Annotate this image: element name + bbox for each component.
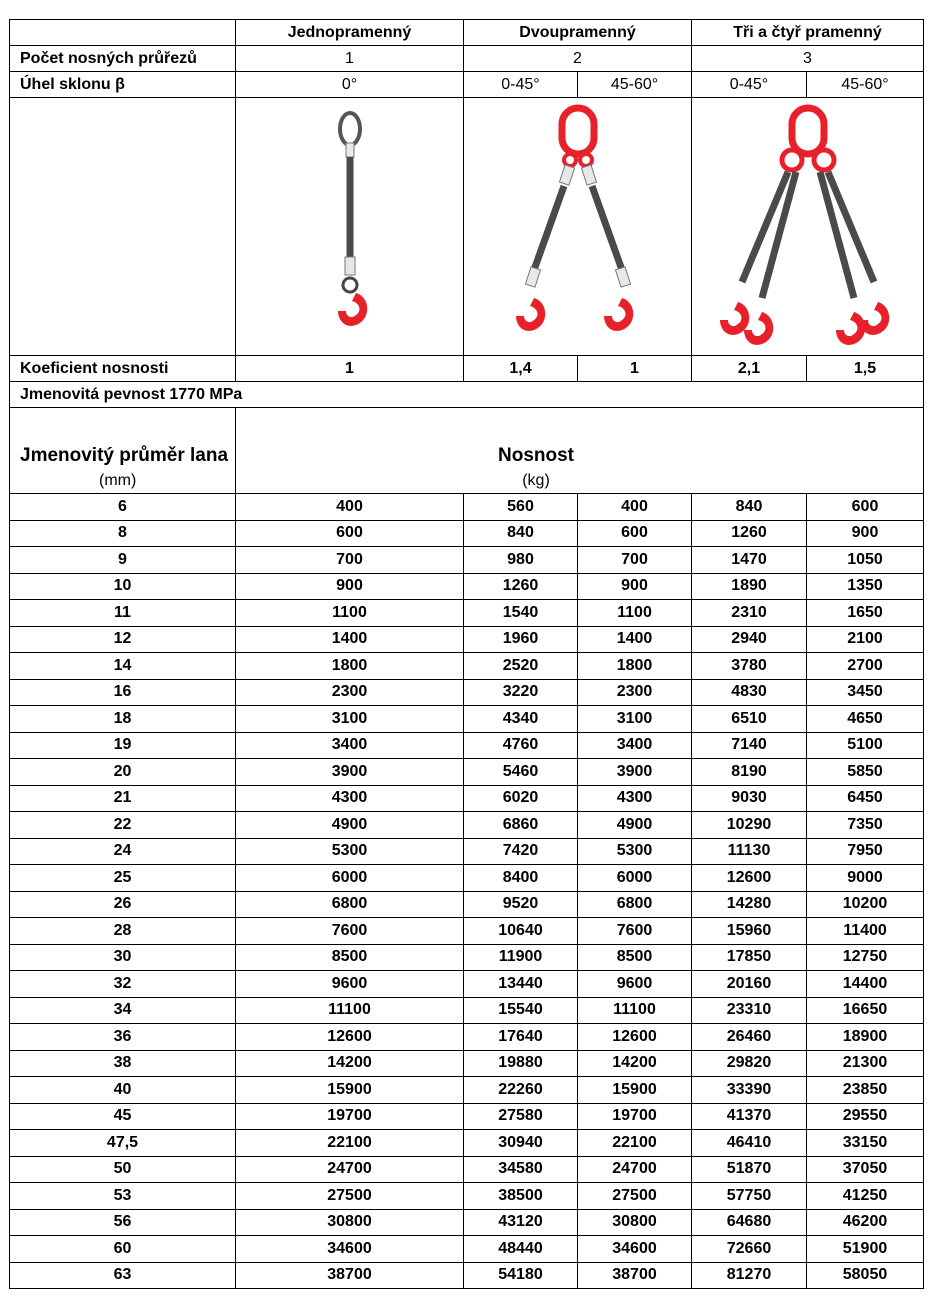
capacity-cell: 30940 [464,1130,578,1157]
capacity-cell: 37050 [807,1156,924,1183]
table-row [10,1050,924,1077]
capacity-cell: 48440 [464,1236,578,1263]
capacity-cell: 6800 [236,891,464,918]
diameter-cell: 34 [10,997,236,1024]
table-row [10,1236,924,1263]
capacity-cell: 22100 [236,1130,464,1157]
capacity-cell: 23850 [807,1077,924,1104]
capacity-cell: 17640 [464,1024,578,1051]
capacity-cell: 21300 [807,1050,924,1077]
diameter-cell: 30 [10,944,236,971]
capacity-cell: 7600 [578,918,692,945]
table-row [10,918,924,945]
capacity-cell: 5460 [464,759,578,786]
capacity-cell: 3100 [236,706,464,733]
capacity-cell: 4760 [464,732,578,759]
table-row [10,785,924,812]
capacity-cell: 14280 [692,891,807,918]
capacity-cell: 3900 [236,759,464,786]
koeficient-value: 1 [236,356,464,382]
capacity-cell: 19880 [464,1050,578,1077]
diameter-cell: 6 [10,494,236,521]
capacity-cell: 1650 [807,600,924,627]
capacity-cell: 1260 [464,573,578,600]
capacity-cell: 10640 [464,918,578,945]
capacity-cell: 14400 [807,971,924,998]
table-row [10,732,924,759]
header-empty-cell [10,20,236,46]
capacity-cell: 7600 [236,918,464,945]
capacity-cell: 1890 [692,573,807,600]
capacity-cell: 16650 [807,997,924,1024]
capacity-cell: 12600 [692,865,807,892]
capacity-cell: 11900 [464,944,578,971]
capacity-header [236,408,924,494]
sling-capacity-table [9,19,924,1289]
capacity-cell: 9600 [578,971,692,998]
table-row [10,706,924,733]
capacity-cell: 3100 [578,706,692,733]
table-row [10,812,924,839]
capacity-cell: 15540 [464,997,578,1024]
diameter-cell: 26 [10,891,236,918]
diameter-cell: 10 [10,573,236,600]
capacity-cell: 6800 [578,891,692,918]
table-row [10,1262,924,1289]
diameter-cell: 11 [10,600,236,627]
capacity-cell: 980 [464,547,578,574]
capacity-cell: 1960 [464,626,578,653]
capacity-cell: 8500 [236,944,464,971]
diameter-cell: 63 [10,1262,236,1289]
capacity-cell: 10290 [692,812,807,839]
capacity-cell: 12600 [578,1024,692,1051]
capacity-cell: 6510 [692,706,807,733]
pocet-value: 1 [236,46,464,72]
capacity-cell: 41250 [807,1183,924,1210]
table-row [10,838,924,865]
table-row [10,1077,924,1104]
capacity-cell: 11100 [236,997,464,1024]
capacity-cell: 57750 [692,1183,807,1210]
capacity-cell: 3900 [578,759,692,786]
capacity-cell: 840 [464,520,578,547]
capacity-unit: (kg) [522,472,550,489]
capacity-cell: 51900 [807,1236,924,1263]
two-leg-sling-icon [508,102,648,352]
koeficient-label: Koeficient nosnosti [10,356,236,382]
capacity-cell: 12600 [236,1024,464,1051]
capacity-cell: 9600 [236,971,464,998]
uhel-label: Úhel sklonu β [10,72,236,98]
diameter-cell: 9 [10,547,236,574]
capacity-cell: 400 [578,494,692,521]
capacity-cell: 34600 [578,1236,692,1263]
table-row [10,1024,924,1051]
capacity-cell: 9520 [464,891,578,918]
diameter-cell: 24 [10,838,236,865]
table-row [10,679,924,706]
illustration-row [10,98,924,356]
capacity-cell: 400 [236,494,464,521]
capacity-cell: 3400 [236,732,464,759]
capacity-cell: 6860 [464,812,578,839]
capacity-cell: 51870 [692,1156,807,1183]
diameter-cell: 25 [10,865,236,892]
koeficient-row [10,356,924,382]
capacity-cell: 6450 [807,785,924,812]
diameter-cell: 47,5 [10,1130,236,1157]
capacity-cell: 46410 [692,1130,807,1157]
capacity-cell: 11400 [807,918,924,945]
diameter-label: Jmenovitý průměr lana [20,445,229,466]
header-two-leg: Dvoupramenný [464,20,692,46]
capacity-cell: 7950 [807,838,924,865]
capacity-cell: 4830 [692,679,807,706]
capacity-cell: 81270 [692,1262,807,1289]
diameter-header [10,408,236,494]
illustration-empty-cell [10,98,236,356]
capacity-cell: 33390 [692,1077,807,1104]
capacity-cell: 4300 [236,785,464,812]
pocet-row [10,46,924,72]
table-row [10,1103,924,1130]
table-row [10,759,924,786]
capacity-label: Nosnost [498,445,574,466]
capacity-cell: 8190 [692,759,807,786]
capacity-cell: 15960 [692,918,807,945]
capacity-cell: 34600 [236,1236,464,1263]
capacity-cell: 2940 [692,626,807,653]
capacity-cell: 24700 [236,1156,464,1183]
table-row [10,1209,924,1236]
uhel-value: 0° [236,72,464,98]
diameter-cell: 28 [10,918,236,945]
capacity-cell: 15900 [236,1077,464,1104]
pocet-value: 3 [692,46,924,72]
capacity-cell: 30800 [578,1209,692,1236]
table-row [10,1130,924,1157]
capacity-cell: 24700 [578,1156,692,1183]
capacity-cell: 18900 [807,1024,924,1051]
capacity-cell: 27500 [236,1183,464,1210]
uhel-value: 45-60° [578,72,692,98]
capacity-cell: 7350 [807,812,924,839]
capacity-cell: 6020 [464,785,578,812]
capacity-cell: 840 [692,494,807,521]
two-leg-sling-illustration [464,98,692,356]
capacity-cell: 2300 [236,679,464,706]
capacity-cell: 20160 [692,971,807,998]
header-single-leg: Jednopramenný [236,20,464,46]
table-row [10,865,924,892]
pocet-label: Počet nosných průřezů [10,46,236,72]
table-row [10,971,924,998]
table-row [10,1183,924,1210]
diameter-cell: 32 [10,971,236,998]
diameter-cell: 53 [10,1183,236,1210]
capacity-cell: 3450 [807,679,924,706]
single-leg-sling-icon [310,107,390,347]
capacity-cell: 4900 [236,812,464,839]
capacity-cell: 29550 [807,1103,924,1130]
capacity-cell: 14200 [236,1050,464,1077]
diameter-cell: 40 [10,1077,236,1104]
diameter-cell: 14 [10,653,236,680]
capacity-cell: 6000 [578,865,692,892]
capacity-cell: 29820 [692,1050,807,1077]
capacity-cell: 1800 [578,653,692,680]
koeficient-value: 1,5 [807,356,924,382]
capacity-cell: 4300 [578,785,692,812]
capacity-cell: 26460 [692,1024,807,1051]
capacity-cell: 2300 [578,679,692,706]
four-leg-sling-illustration [692,98,924,356]
capacity-cell: 1800 [236,653,464,680]
capacity-cell: 5850 [807,759,924,786]
capacity-cell: 10200 [807,891,924,918]
capacity-cell: 8400 [464,865,578,892]
capacity-cell: 54180 [464,1262,578,1289]
table-row [10,891,924,918]
table-row [10,653,924,680]
table-row [10,547,924,574]
capacity-cell: 560 [464,494,578,521]
capacity-cell: 5300 [236,838,464,865]
capacity-cell: 700 [236,547,464,574]
capacity-cell: 7420 [464,838,578,865]
capacity-cell: 14200 [578,1050,692,1077]
capacity-cell: 38700 [578,1262,692,1289]
pevnost-label: Jmenovitá pevnost 1770 MPa [10,382,924,408]
capacity-cell: 3220 [464,679,578,706]
capacity-cell: 900 [236,573,464,600]
koeficient-value: 2,1 [692,356,807,382]
capacity-cell: 27580 [464,1103,578,1130]
uhel-value: 0-45° [692,72,807,98]
single-leg-sling-illustration [236,98,464,356]
capacity-cell: 27500 [578,1183,692,1210]
diameter-cell: 18 [10,706,236,733]
uhel-value: 45-60° [807,72,924,98]
capacity-cell: 600 [807,494,924,521]
diameter-cell: 8 [10,520,236,547]
capacity-cell: 1100 [578,600,692,627]
capacity-cell: 30800 [236,1209,464,1236]
capacity-cell: 6000 [236,865,464,892]
capacity-cell: 600 [236,520,464,547]
diameter-cell: 56 [10,1209,236,1236]
diameter-cell: 60 [10,1236,236,1263]
capacity-cell: 900 [807,520,924,547]
capacity-cell: 64680 [692,1209,807,1236]
capacity-cell: 23310 [692,997,807,1024]
capacity-cell: 2310 [692,600,807,627]
uhel-value: 0-45° [464,72,578,98]
table-row [10,520,924,547]
four-leg-sling-icon [708,102,908,352]
pocet-value: 2 [464,46,692,72]
capacity-cell: 3400 [578,732,692,759]
diameter-cell: 50 [10,1156,236,1183]
capacity-cell: 600 [578,520,692,547]
capacity-cell: 11100 [578,997,692,1024]
capacity-cell: 19700 [236,1103,464,1130]
capacity-table-container [9,19,923,1289]
capacity-cell: 2700 [807,653,924,680]
table-row [10,600,924,627]
capacity-cell: 8500 [578,944,692,971]
capacity-cell: 4900 [578,812,692,839]
diameter-cell: 38 [10,1050,236,1077]
capacity-cell: 11130 [692,838,807,865]
capacity-cell: 900 [578,573,692,600]
capacity-cell: 34580 [464,1156,578,1183]
table-row [10,1156,924,1183]
capacity-cell: 1400 [578,626,692,653]
header-multi-leg: Tři a čtyř pramenný [692,20,924,46]
capacity-cell: 1350 [807,573,924,600]
table-row [10,944,924,971]
capacity-cell: 5100 [807,732,924,759]
capacity-cell: 7140 [692,732,807,759]
data-header-row [10,408,924,494]
capacity-cell: 1100 [236,600,464,627]
capacity-cell: 1540 [464,600,578,627]
capacity-cell: 1260 [692,520,807,547]
capacity-cell: 17850 [692,944,807,971]
capacity-cell: 22100 [578,1130,692,1157]
diameter-unit: (mm) [99,472,137,489]
capacity-cell: 700 [578,547,692,574]
capacity-cell: 22260 [464,1077,578,1104]
diameter-cell: 36 [10,1024,236,1051]
capacity-cell: 58050 [807,1262,924,1289]
pevnost-row [10,382,924,408]
header-row [10,20,924,46]
capacity-cell: 15900 [578,1077,692,1104]
capacity-cell: 72660 [692,1236,807,1263]
koeficient-value: 1 [578,356,692,382]
capacity-cell: 19700 [578,1103,692,1130]
capacity-cell: 1400 [236,626,464,653]
capacity-cell: 13440 [464,971,578,998]
diameter-cell: 21 [10,785,236,812]
table-row [10,494,924,521]
diameter-cell: 20 [10,759,236,786]
capacity-cell: 9000 [807,865,924,892]
capacity-cell: 2100 [807,626,924,653]
table-row [10,573,924,600]
capacity-cell: 38700 [236,1262,464,1289]
capacity-cell: 3780 [692,653,807,680]
capacity-cell: 4650 [807,706,924,733]
capacity-cell: 12750 [807,944,924,971]
diameter-cell: 16 [10,679,236,706]
capacity-cell: 2520 [464,653,578,680]
uhel-row [10,72,924,98]
diameter-cell: 45 [10,1103,236,1130]
capacity-cell: 9030 [692,785,807,812]
capacity-cell: 38500 [464,1183,578,1210]
capacity-cell: 41370 [692,1103,807,1130]
diameter-cell: 12 [10,626,236,653]
capacity-cell: 43120 [464,1209,578,1236]
table-row [10,626,924,653]
capacity-cell: 1050 [807,547,924,574]
capacity-cell: 4340 [464,706,578,733]
capacity-cell: 33150 [807,1130,924,1157]
diameter-cell: 19 [10,732,236,759]
diameter-cell: 22 [10,812,236,839]
capacity-cell: 5300 [578,838,692,865]
capacity-cell: 1470 [692,547,807,574]
table-row [10,997,924,1024]
koeficient-value: 1,4 [464,356,578,382]
capacity-cell: 46200 [807,1209,924,1236]
